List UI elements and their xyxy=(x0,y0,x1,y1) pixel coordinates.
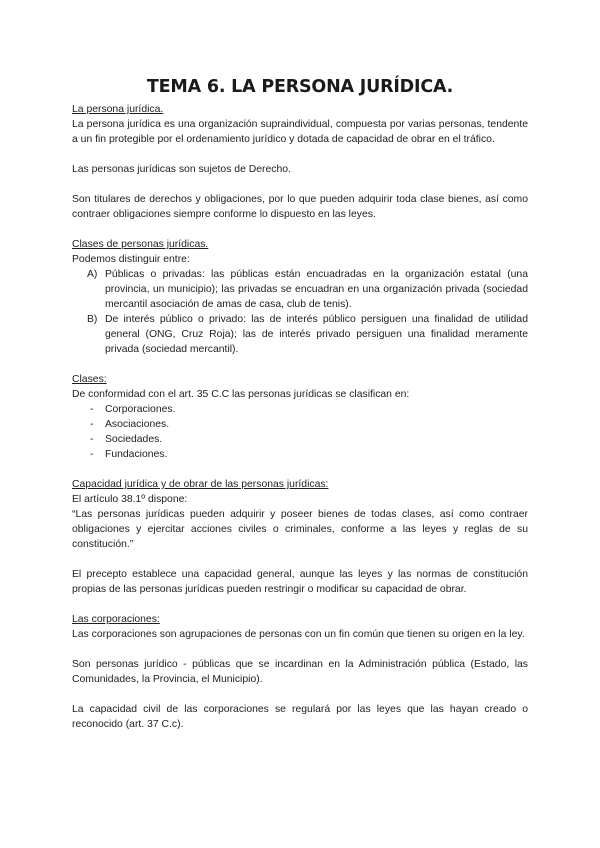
section-heading-clases: Clases: xyxy=(72,374,107,385)
list-item-text: Públicas o privadas: las públicas están encuadradas en la organización estatal (una provincia, un municipio); las privadas se encuadran en una organización privada (sociedad mercantil asociación de amas de casa, club de tenis). xyxy=(105,269,528,310)
list-marker: - xyxy=(90,434,94,445)
page-title: TEMA 6. LA PERSONA JURÍDICA. xyxy=(146,77,454,97)
document-body xyxy=(72,76,528,732)
list-item-text: De interés público o privado: las de interés público persiguen una finalidad de utilidad general (ONG, Cruz Roja); las de interés privado persiguen una finalidad meramente privada (sociedad mercantil). xyxy=(105,314,528,355)
quote-paragraph: “Las personas jurídicas pueden adquirir y poseer bienes de todas clases, así como contraer obligaciones y ejercitar acciones civiles o criminales, conforme a las leyes y reglas de su constitución.” xyxy=(72,509,528,550)
list-marker: - xyxy=(90,449,94,460)
list-item-text: Corporaciones. xyxy=(105,404,176,415)
list-item-text: Fundaciones. xyxy=(105,449,168,460)
list-item xyxy=(72,267,528,312)
paragraph: La capacidad civil de las corporaciones se regulará por las leyes que las hayan creado o reconocido (art. 37 C.c). xyxy=(72,704,528,730)
list-item-text: Asociaciones. xyxy=(105,419,170,430)
list-item xyxy=(72,417,528,432)
section-heading-corporaciones: Las corporaciones: xyxy=(72,614,160,625)
list-item xyxy=(72,432,528,447)
section-heading-persona-juridica: La persona jurídica. xyxy=(72,104,164,115)
paragraph: Son titulares de derechos y obligaciones, por lo que pueden adquirir toda clase bienes, así como contraer obligaciones siempre conforme lo dispuesto en las leyes. xyxy=(72,194,528,220)
paragraph: Las personas jurídicas son sujetos de Derecho. xyxy=(72,164,291,175)
list-item xyxy=(72,402,528,417)
lettered-list xyxy=(72,267,528,357)
list-marker: B) xyxy=(87,314,98,325)
paragraph: El artículo 38.1º dispone: xyxy=(72,494,188,505)
paragraph: De conformidad con el art. 35 C.C las personas jurídicas se clasifican en: xyxy=(72,389,410,400)
paragraph: Podemos distinguir entre: xyxy=(72,254,190,265)
dash-list xyxy=(72,402,528,462)
list-marker: A) xyxy=(87,269,98,280)
list-marker: - xyxy=(90,419,94,430)
paragraph: La persona jurídica es una organización supraindividual, compuesta por varias personas, tendente a un fin protegible por el ordenamiento jurídico y dotada de capacidad de obrar en el tráfico. xyxy=(72,119,528,145)
list-item-text: Sociedades. xyxy=(105,434,163,445)
paragraph: Las corporaciones son agrupaciones de personas con un fin común que tienen su origen en la ley. xyxy=(72,629,525,640)
paragraph: El precepto establece una capacidad general, aunque las leyes y las normas de constitución propias de las personas jurídicas pueden restringir o modificar su capacidad de obrar. xyxy=(72,569,528,595)
list-item xyxy=(72,447,528,462)
list-marker: - xyxy=(90,404,94,415)
list-item xyxy=(72,312,528,357)
section-heading-clases-personas: Clases de personas jurídicas. xyxy=(72,239,209,250)
paragraph: Son personas jurídico - públicas que se incardinan en la Administración pública (Estado, las Comunidades, la Provincia, el Municipio). xyxy=(72,659,528,685)
section-heading-capacidad: Capacidad jurídica y de obrar de las personas jurídicas: xyxy=(72,479,329,490)
